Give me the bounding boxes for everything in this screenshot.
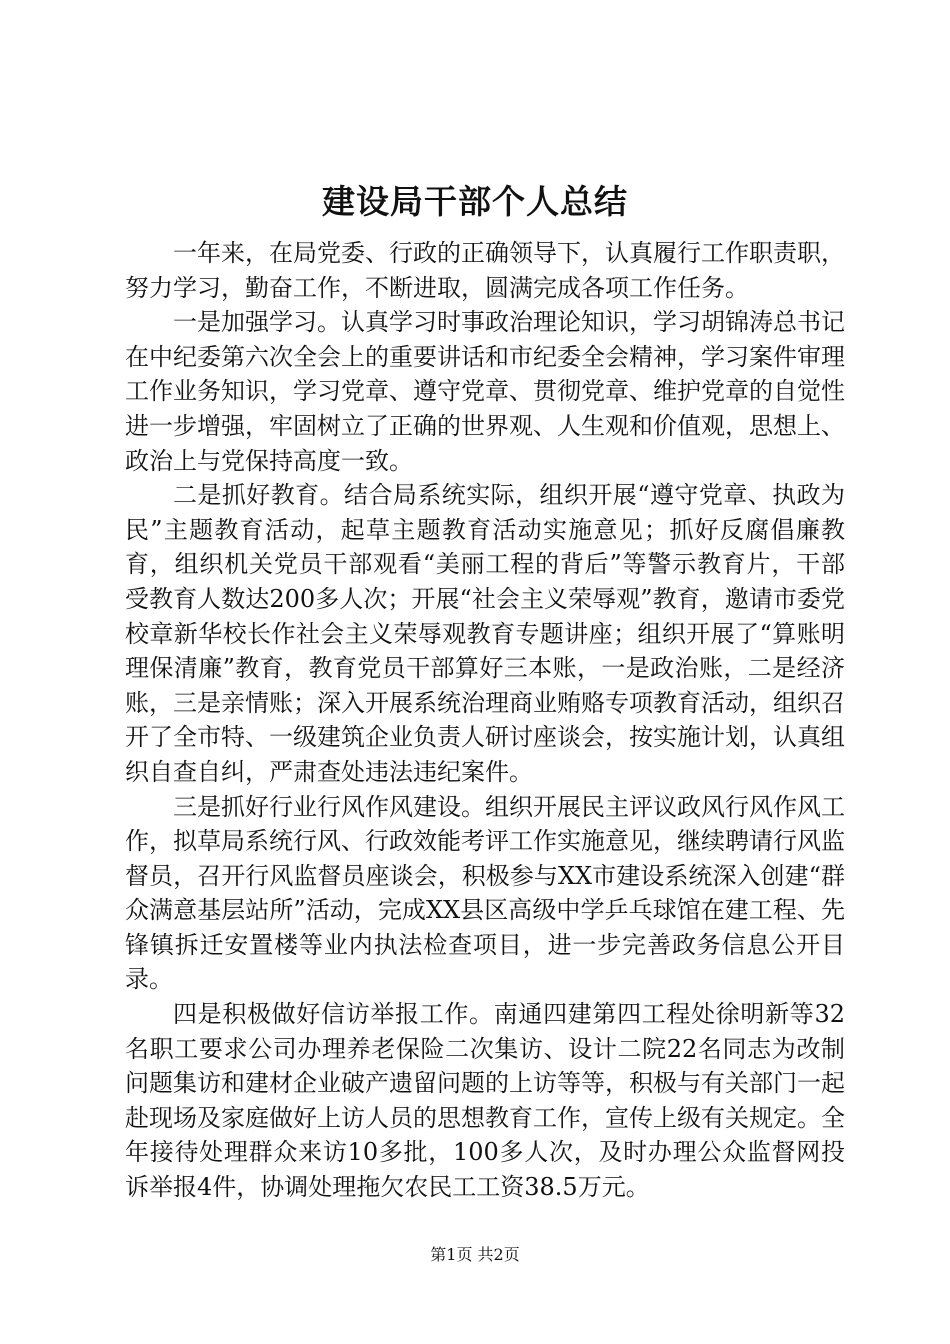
paragraph-intro: 一年来，在局党委、行政的正确领导下，认真履行工作职责职，努力学习，勤奋工作，不断进取，圆满完成各项工作任务。 [125,239,845,302]
paragraph-petition: 四是积极做好信访举报工作。南通四建第四工程处徐明新等32名职工要求公司办理养老保险二次集访、设计二院22名同志为改制问题集访和建材企业破产遗留问题的上访等等，积极与有关部门一起赴现场及家庭做好上访人员的思想教育工作，宣传上级有关规定。全年接待处理群众来访10多批，100多人次，及时办理公众监督网投诉举报4件，协调处理拖欠农民工工资38.5万元。 [125,1000,845,1202]
document-body [125,236,845,1205]
document-title: 建设局干部个人总结 [322,182,628,221]
paragraph-conduct: 三是抓好行业行风作风建设。组织开展民主评议政风行风作风工作，拟草局系统行风、行政效能考评工作实施意见，继续聘请行风监督员，召开行风监督员座谈会，积极参与XX市建设系统深入创建“群众满意基层站所”活动，完成XX县区高级中学乒乓球馆在建工程、先锋镇拆迁安置楼等业内执法检查项目，进一步完善政务信息公开目录。 [125,792,845,994]
paragraph-education: 二是抓好教育。结合局系统实际，组织开展“遵守党章、执政为民”主题教育活动，起草主题教育活动实施意见；抓好反腐倡廉教育，组织机关党员干部观看“美丽工程的背后”等警示教育片，干部受教育人数达200多人次；开展“社会主义荣辱观”教育，邀请市委党校章新华校长作社会主义荣辱观教育专题讲座；组织开展了“算账明理保清廉”教育，教育党员干部算好三本账，一是政治账，二是经济账，三是亲情账；深入开展系统治理商业贿赂专项教育活动，组织召开了全市特、一级建筑企业负责人研讨座谈会，按实施计划，认真组织自查自纠，严肃查处违法违纪案件。 [125,481,845,786]
paragraph-study: 一是加强学习。认真学习时事政治理论知识，学习胡锦涛总书记在中纪委第六次全会上的重要讲话和市纪委全会精神，学习案件审理工作业务知识，学习党章、遵守党章、贯彻党章、维护党章的自觉性进一步增强，牢固树立了正确的世界观、人生观和价值观，思想上、政治上与党保持高度一致。 [125,308,845,475]
page-number-footer: 第1页 共2页 [430,1245,520,1264]
